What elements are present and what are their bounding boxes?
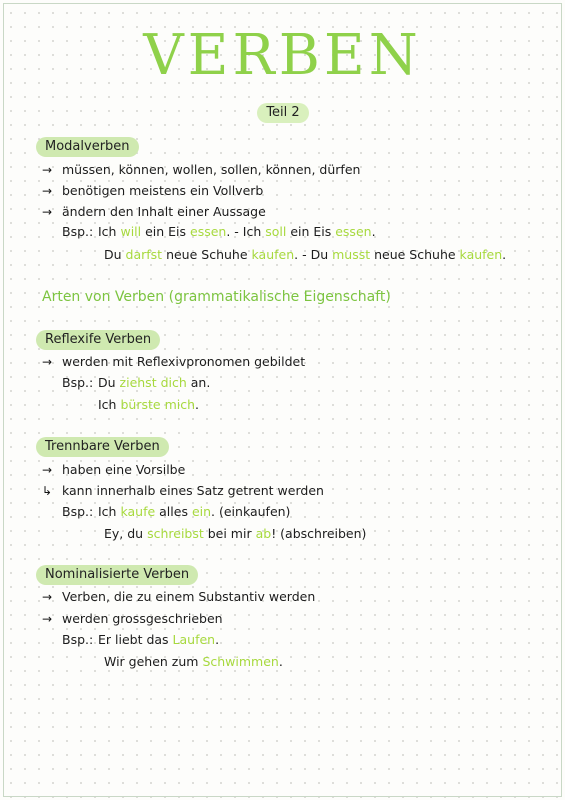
- right-arrow-icon: →: [42, 355, 53, 369]
- right-arrow-icon: →: [42, 163, 53, 177]
- page-subtitle: Teil 2: [257, 103, 309, 123]
- reflexiv-example-1: Bsp.: Du ziehst dich an.: [62, 375, 211, 390]
- modal-bullet-1: → müssen, können, wollen, sollen, können, dürfen: [42, 162, 361, 177]
- trennbar-bullet-1: → haben eine Vorsilbe: [42, 462, 186, 477]
- page-title: VERBEN: [143, 23, 422, 88]
- trennbar-example-1: Bsp.: Ich kaufe alles ein. (einkaufen): [62, 504, 291, 519]
- modal-example-1: Bsp.: Ich will ein Eis essen. - Ich soll ein Eis essen.: [62, 224, 376, 239]
- modal-bullet-2: → benötigen meistens ein Vollverb: [42, 183, 264, 198]
- modal-example-2: Du darfst neue Schuhe kaufen. - Du musst neue Schuhe kaufen.: [104, 247, 507, 262]
- reflexiv-bullet-1: → werden mit Reflexivpronomen gebildet: [42, 354, 306, 369]
- right-arrow-icon: →: [42, 612, 53, 626]
- modal-bullet-3: → ändern den Inhalt einer Aussage: [42, 204, 266, 219]
- trennbar-example-2: Ey, du schreibst bei mir ab! (abschreiben): [104, 526, 367, 541]
- right-arrow-icon: →: [42, 205, 53, 219]
- branch-arrow-icon: ↳: [42, 484, 53, 498]
- reflexiv-example-2: Ich bürste mich.: [98, 397, 199, 412]
- nominal-bullet-1: → Verben, die zu einem Substantiv werden: [42, 589, 316, 604]
- right-arrow-icon: →: [42, 590, 53, 604]
- heading-trennbar: Trennbare Verben: [36, 437, 169, 457]
- trennbar-bullet-2: ↳ kann innerhalb eines Satz getrent werden: [42, 483, 324, 498]
- nominal-example-2: Wir gehen zum Schwimmen.: [104, 654, 283, 669]
- right-arrow-icon: →: [42, 463, 53, 477]
- arten-heading: Arten von Verben (grammatikalische Eigenschaft): [42, 289, 391, 305]
- nominal-example-1: Bsp.: Er liebt das Laufen.: [62, 632, 220, 647]
- heading-reflexiv: Reflexife Verben: [36, 330, 160, 350]
- heading-modalverben: Modalverben: [36, 137, 139, 157]
- heading-nominal: Nominalisierte Verben: [36, 565, 198, 585]
- right-arrow-icon: →: [42, 184, 53, 198]
- nominal-bullet-2: → werden grossgeschrieben: [42, 611, 223, 626]
